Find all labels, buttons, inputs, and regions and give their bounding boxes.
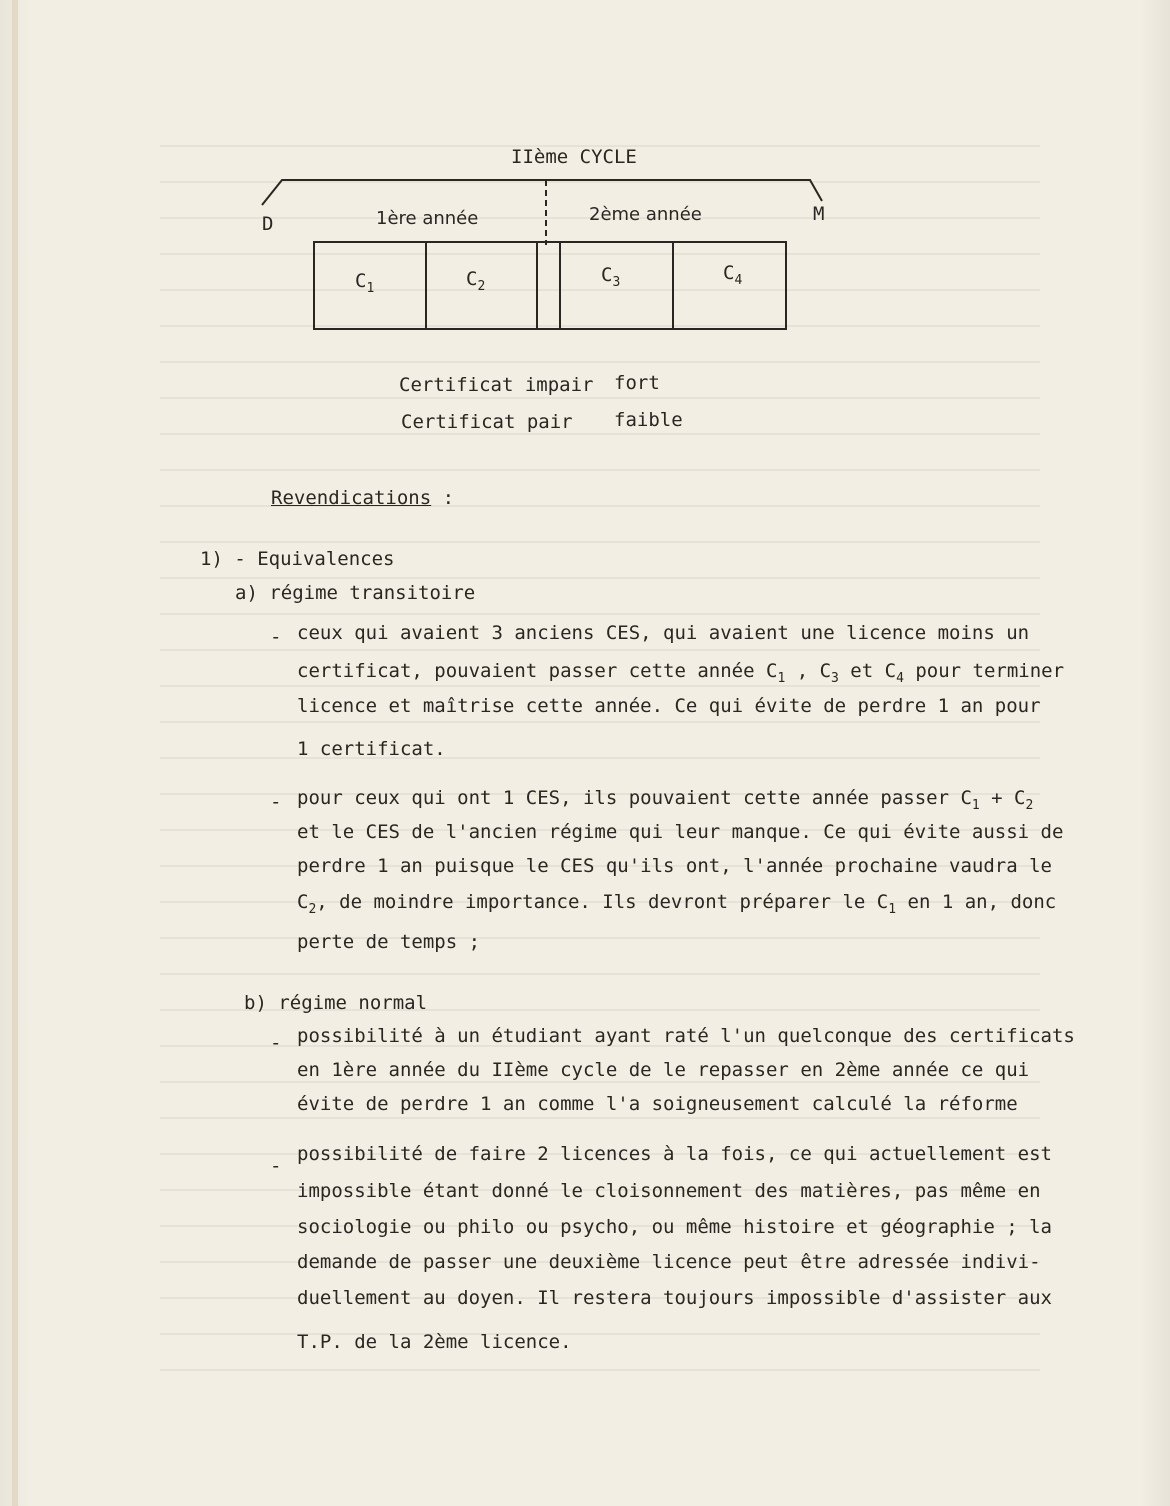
- cell-c2: $C_2$: [466, 268, 486, 294]
- section-1-equivalences: 1) - Equivalences: [200, 548, 395, 570]
- end-label-m: M: [813, 203, 825, 225]
- start-label-d: D: [262, 213, 274, 235]
- para2-line5: perte de temps ;: [297, 931, 481, 953]
- para1-line2: certificat, pouvaient passer cette année $C_1$ , $C_3$ et $C_4$ pour terminer: [297, 660, 1065, 686]
- year2-label: 2ème année: [589, 204, 702, 225]
- para4-line3: sociologie ou philo ou psycho, ou même histoire et géographie ; la: [297, 1216, 1052, 1238]
- bullet-dash: -: [270, 1155, 282, 1177]
- para3-line3: évite de perdre 1 an comme l'a soigneusement calculé la réforme: [297, 1093, 1018, 1115]
- para4-line5: duellement au doyen. Il restera toujours impossible d'assister aux: [297, 1287, 1052, 1309]
- para1-line4: 1 certificat.: [297, 738, 446, 760]
- diagram-title: IIème CYCLE: [511, 146, 637, 168]
- section-b-regime-normal: b) régime normal: [244, 992, 428, 1014]
- certificat-pair-value: faible: [614, 409, 683, 431]
- cell-c3: $C_3$: [601, 264, 621, 290]
- bullet-dash: -: [270, 1032, 282, 1054]
- para1-line3: licence et maîtrise cette année. Ce qui évite de perdre 1 an pour: [297, 695, 1041, 717]
- para2-line4: $C_2$, de moindre importance. Ils devront préparer le $C_1$ en 1 an, donc: [297, 891, 1057, 917]
- para2-line2: et le CES de l'ancien régime qui leur manque. Ce qui évite aussi de: [297, 821, 1064, 843]
- para3-line1: possibilité à un étudiant ayant raté l'un quelconque des certificats: [297, 1025, 1075, 1047]
- certificat-pair-label: Certificat pair: [401, 411, 573, 433]
- cell-c4: $C_4$: [723, 262, 743, 288]
- year1-label: 1ère année: [376, 208, 479, 229]
- para2-line1: pour ceux qui ont 1 CES, ils pouvaient cette année passer $C_1 + C_2$: [297, 787, 1034, 813]
- para4-line1: possibilité de faire 2 licences à la fois, ce qui actuellement est: [297, 1143, 1052, 1165]
- para2-line3: perdre 1 an puisque le CES qu'ils ont, l'année prochaine vaudra le: [297, 855, 1052, 877]
- para4-line4: demande de passer une deuxième licence peut être adressée indivi-: [297, 1251, 1041, 1273]
- bullet-dash: -: [270, 626, 282, 648]
- para4-line2: impossible étant donné le cloisonnement des matières, pas même en: [297, 1180, 1041, 1202]
- certificat-impair-value: fort: [614, 372, 660, 394]
- para4-line6: T.P. de la 2ème licence.: [297, 1331, 572, 1353]
- section-a-regime-transitoire: a) régime transitoire: [235, 582, 476, 604]
- certificate-box: [314, 242, 786, 329]
- para3-line2: en 1ère année du IIème cycle de le repasser en 2ème année ce qui: [297, 1059, 1030, 1081]
- cell-c1: $C_1$: [355, 270, 375, 296]
- certificat-impair-label: Certificat impair: [399, 374, 594, 396]
- cycle-brace: [262, 180, 822, 205]
- revendications-heading: Revendications :: [271, 487, 455, 509]
- bullet-dash: -: [270, 791, 282, 813]
- para1-line1: ceux qui avaient 3 anciens CES, qui avaient une licence moins un: [297, 622, 1030, 644]
